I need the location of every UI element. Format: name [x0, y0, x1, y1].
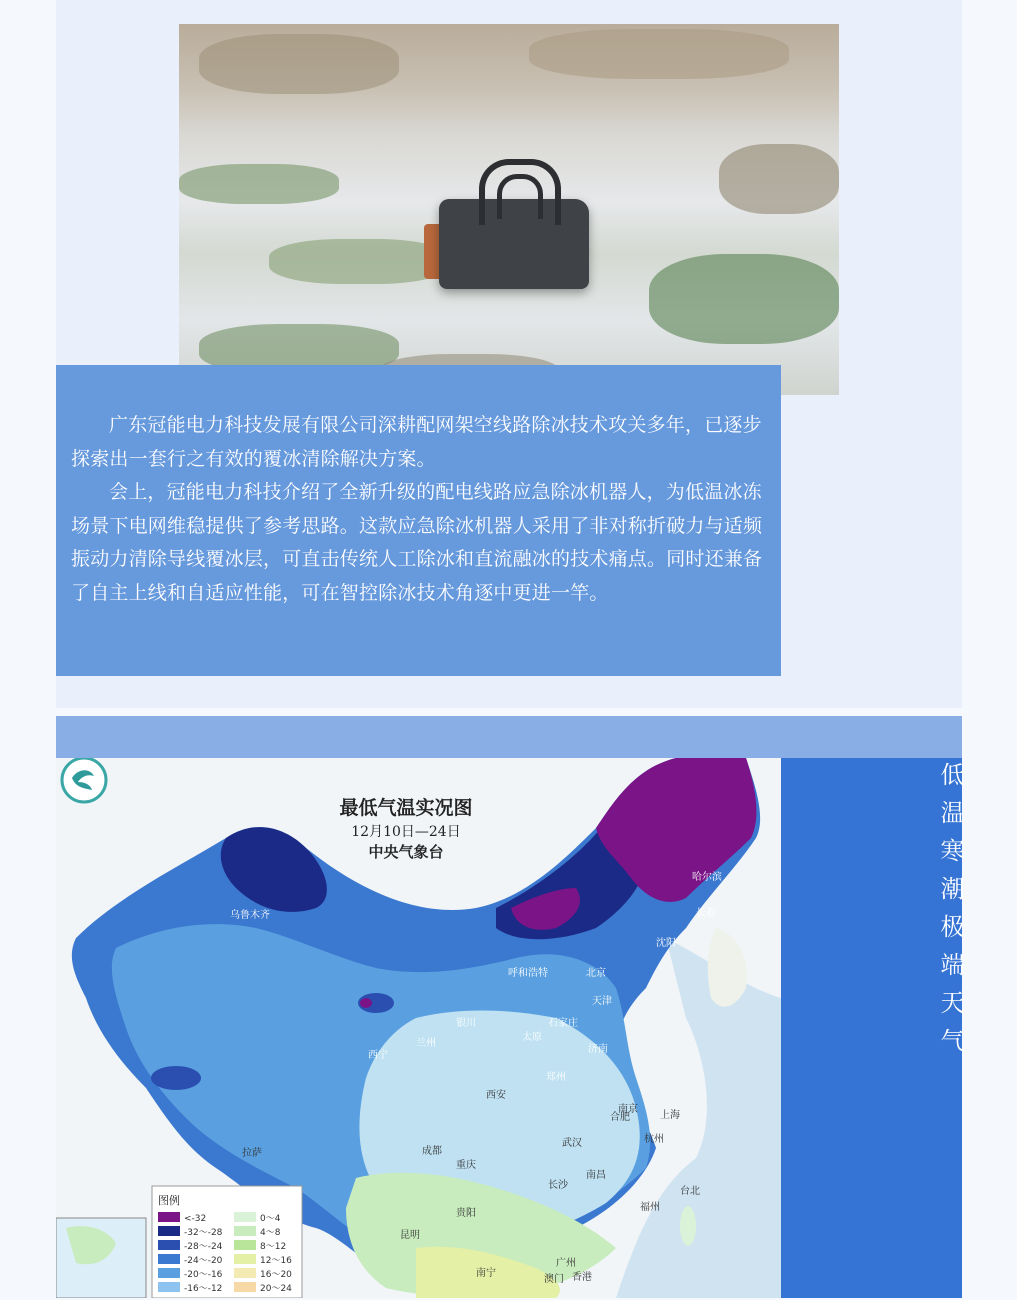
city-label: 呼和浩特: [508, 968, 548, 979]
map-date-range: 12月10日—24日: [351, 824, 461, 840]
legend-label: 20～24: [260, 1284, 292, 1294]
city-label: 天津: [592, 996, 612, 1007]
city-label: 台北: [680, 1186, 700, 1197]
city-label: 济南: [588, 1044, 608, 1055]
city-label: 拉萨: [242, 1148, 262, 1159]
city-label: 兰州: [416, 1038, 436, 1049]
city-label: 沈阳: [656, 938, 676, 949]
legend-title: 图例: [158, 1194, 180, 1207]
city-label: 郑州: [546, 1072, 566, 1083]
section-header-bar: [56, 716, 962, 758]
city-label: 重庆: [456, 1160, 476, 1171]
legend-swatch: [158, 1268, 180, 1278]
legend-swatch: [234, 1268, 256, 1278]
city-label: 武汉: [562, 1138, 582, 1149]
city-label: 福州: [640, 1202, 660, 1213]
article-paragraph: 广东冠能电力科技发展有限公司深耕配网架空线路除冰技术攻关多年，已逐步探索出一套行之有效的覆冰清除解决方案。: [71, 414, 762, 470]
legend-label: 4～8: [260, 1228, 281, 1238]
legend-swatch: [158, 1226, 180, 1236]
legend-swatch: [234, 1240, 256, 1250]
city-label: 哈尔滨: [692, 872, 722, 883]
city-label: 西宁: [368, 1050, 388, 1061]
legend-swatch: [158, 1282, 180, 1292]
city-label: 西安: [486, 1090, 506, 1101]
legend-label: 16～20: [260, 1270, 292, 1280]
city-label: 长春: [696, 908, 716, 919]
robot-arm-inner: [497, 174, 543, 219]
legend-label: -24～-20: [184, 1256, 223, 1266]
city-label: 合肥: [610, 1112, 630, 1123]
article-text-box: [56, 365, 781, 676]
legend-label: 12～16: [260, 1256, 292, 1266]
city-label: 贵阳: [456, 1208, 476, 1219]
city-label: 南宁: [476, 1268, 496, 1279]
city-label: 昆明: [400, 1230, 420, 1241]
legend-label: 0～4: [260, 1214, 281, 1224]
side-title: 低温寒潮极端天气: [936, 762, 964, 1066]
city-label: 上海: [660, 1110, 680, 1121]
city-label: 成都: [422, 1146, 442, 1157]
map-source: 中央气象台: [368, 843, 444, 861]
city-label: 太原: [522, 1032, 542, 1043]
city-label: 乌鲁木齐: [230, 910, 270, 921]
legend-label: <-32: [184, 1214, 207, 1224]
city-label: 香港: [572, 1272, 592, 1283]
legend-swatch: [158, 1254, 180, 1264]
legend-label: -20～-16: [184, 1270, 223, 1280]
city-label: 广州: [556, 1258, 576, 1269]
city-label: 银川: [456, 1018, 476, 1029]
city-label: 北京: [586, 968, 606, 979]
legend-label: -32～-28: [184, 1228, 223, 1238]
legend-label: 8～12: [260, 1242, 287, 1252]
deicing-robot-photo: [179, 24, 839, 395]
legend-swatch: [234, 1282, 256, 1292]
article-paragraph: 会上，冠能电力科技介绍了全新升级的配电线路应急除冰机器人，为低温冰冻场景下电网维稳提供了参考思路。这款应急除冰机器人采用了非对称折破力与适频振动力清除导线覆冰层，可直击传统人工除冰和直流融冰的技术痛点。同时还兼备了自主上线和自适应性能，可在智控除冰技术角逐中更进一竿。: [71, 481, 763, 604]
map-title: 最低气温实况图: [339, 797, 473, 819]
map-graphic: [56, 758, 781, 1298]
side-title-panel: [781, 758, 962, 1298]
legend-swatch: [158, 1212, 180, 1222]
legend-swatch: [234, 1254, 256, 1264]
legend-label: -16～-12: [184, 1284, 223, 1294]
city-label: 南京: [618, 1104, 638, 1115]
city-label: 杭州: [644, 1134, 664, 1145]
legend-label: -28～-24: [184, 1242, 223, 1252]
min-temperature-map: [56, 758, 781, 1298]
legend-swatch: [158, 1240, 180, 1250]
legend-swatch: [234, 1226, 256, 1236]
city-label: 长沙: [548, 1180, 568, 1191]
city-label: 澳门: [544, 1274, 564, 1285]
city-label: 石家庄: [548, 1018, 578, 1029]
legend-swatch: [234, 1212, 256, 1222]
city-label: 南昌: [586, 1170, 606, 1181]
